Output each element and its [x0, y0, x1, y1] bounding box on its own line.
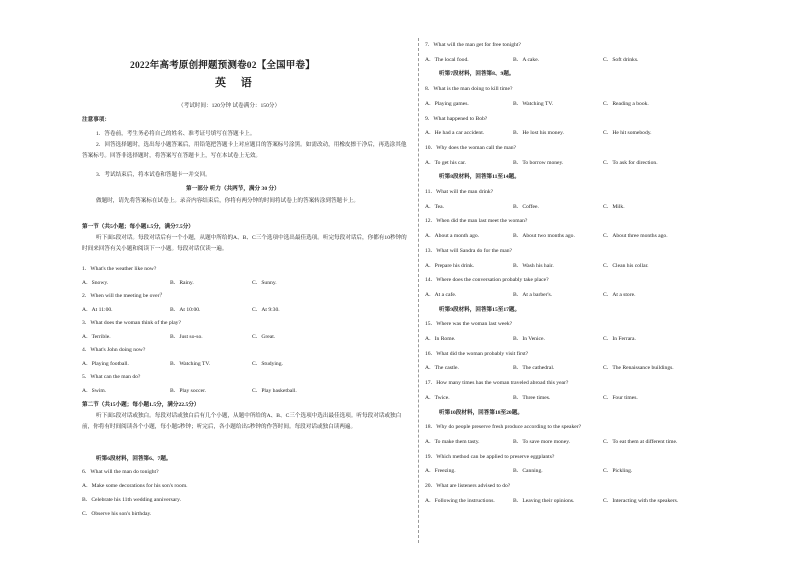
option-b: B．Wash his hair. — [513, 262, 554, 269]
notice-item: 3．考试结束后，将本试卷和答题卡一并交回。 — [96, 172, 211, 178]
option-b: B．Coffee. — [513, 203, 539, 210]
notice-item: 2．回答选择题时，选出每小题答案后，用铅笔把答题卡上对应题目的答案标号涂黑。如需改动，用橡皮擦干净后，再选涂其他答案标号。回答非选择题时，将答案写在答题卡上，写在本试卷上无效。 — [82, 142, 407, 159]
option-a: A．At a cafe. — [425, 291, 457, 298]
option-a: A．He had a car accident. — [425, 130, 485, 137]
question-stem: 16．What did the woman probably visit first? — [425, 350, 529, 357]
question-stem: 14．Where does the conversation probably take place? — [425, 277, 549, 284]
option-b: B．Watching TV. — [513, 100, 554, 107]
option-c: C．At 9:30. — [252, 307, 280, 313]
option-c: C．Clean his collar. — [603, 262, 649, 269]
option-a: A．About a month ago. — [425, 233, 480, 240]
question-stem: 1．What's the weather like now? — [82, 266, 157, 272]
option-a: A．Prepare his drink. — [425, 262, 475, 269]
option-c: C．Great. — [252, 334, 276, 340]
option-b: B．About two months ago. — [513, 233, 575, 240]
column-divider — [418, 38, 419, 543]
option-c: C．Four times. — [603, 394, 638, 401]
option-b: B．A cake. — [513, 56, 540, 63]
option-b: B．He lost his money. — [513, 130, 564, 137]
section1-intro: 听下面5段对话。每段对话后有一个小题，从题中所给的A、B、C三个选项中选出最佳选项。听完每段对话后，你都有10秒钟的时间来回答有关小题和阅读下一小题。每段对话仅读一遍。 — [82, 235, 407, 252]
option-c: C．Sunny. — [252, 280, 277, 286]
question-stem: 2．When will the meeting be over？ — [82, 293, 166, 299]
option-c: C．About three months ago. — [603, 233, 668, 240]
question-stem: 20．What are listeners advised to do? — [425, 483, 511, 489]
option-a: A．Tea. — [425, 203, 445, 210]
option-c: C．To eat them at different time. — [603, 438, 678, 445]
option-c: C．Interacting with the speakers. — [603, 497, 679, 504]
part1-heading: 第一部分 听力（共两节，满分 30 分） — [186, 186, 280, 192]
option-c: C．Observe his son's birthday. — [82, 511, 152, 517]
option-b: B．To save more money. — [513, 438, 571, 445]
listen-instruction: 听第7段材料，回答第8、9题。 — [439, 71, 515, 78]
option-b: B．The cathedral. — [513, 365, 555, 372]
option-a: A．To get his car. — [425, 159, 466, 166]
question-stem: 12．When did the man last meet the woman? — [425, 218, 528, 225]
option-c: C．At a store. — [603, 291, 636, 298]
option-c: C．Studying. — [252, 361, 283, 367]
option-b: B．In Venice. — [513, 336, 545, 342]
section2-heading: 第二节（共15小题；每小题1.5分，满分22.5分） — [82, 402, 200, 408]
option-a: A．Freezing. — [425, 468, 456, 475]
question-stem: 9．What happened to Bob? — [425, 115, 488, 122]
question-stem: 8．What is the man doing to kill time? — [425, 86, 513, 93]
question-stem: 7．What will the man get for free tonight? — [425, 42, 521, 48]
question-stem: 13．What will Sandra do for the man? — [425, 247, 512, 254]
option-b: B．Leaving their opinions. — [513, 497, 575, 504]
option-c: C．Reading a book. — [603, 100, 649, 107]
question-stem: 15．Where was the woman last week? — [425, 321, 513, 328]
option-b: B．At 10:00. — [170, 307, 201, 313]
option-b: B．Watching TV. — [170, 361, 211, 367]
section2-intro: 听下面5段对话或独白。每段对话或独白后有几个小题，从题中所给的A、B、C三个选项中选出最佳选项。听每段对话或独白前，你将有时间阅读各个小题，每小题5秒钟；听完后，各小题给出5秒钟的作答时间。每段对话或独白读两遍。 — [82, 413, 402, 430]
section1-heading: 第一节（共5小题；每小题1.5分，满分7.5分） — [82, 224, 194, 230]
listen-instruction: 听第6段材料，回答第6、7题。 — [96, 456, 172, 462]
part1-intro: 做题时，请先将答案标在试卷上。录音内容结束后，你将有两分钟的时间将试卷上的答案转涂到答题卡上。 — [96, 198, 359, 204]
option-a: A．Swim. — [82, 388, 107, 394]
listen-instruction: 听第8段材料，回答第11至14题。 — [439, 174, 520, 181]
option-c: C．Soft drinks. — [603, 56, 639, 63]
option-a: A．Snowy. — [82, 280, 109, 286]
option-c: C．Milk. — [603, 203, 625, 210]
option-b: B．Just so-so. — [170, 334, 203, 340]
option-c: C．The Renaissance buildings. — [603, 365, 674, 372]
option-a: A．To make them tasty. — [425, 438, 480, 445]
option-b: B．To borrow money. — [513, 159, 564, 166]
question-stem: 19．Which method can be applied to preserve eggplants? — [425, 453, 555, 460]
option-b: B．Celebrate his 11th wedding anniversary. — [82, 497, 182, 503]
option-b: B．Play soccer. — [170, 388, 207, 394]
option-c: C．He hit somebody. — [603, 130, 652, 137]
question-stem: 4．What's John doing now? — [82, 347, 146, 353]
option-a: A．Playing football. — [82, 361, 129, 367]
question-stem: 18．Why do people preserve fresh produce according to the speaker? — [425, 424, 582, 431]
exam-title: 2022年高考原创押题预测卷02【全国甲卷】 — [130, 61, 315, 71]
notice-item: 1．答卷前，考生务必将自己的姓名、准考证号填写在答题卡上。 — [96, 131, 256, 137]
exam-info: （考试时间：120分钟 试卷满分：150分） — [178, 103, 281, 109]
option-a: A．In Rome. — [425, 336, 456, 342]
question-stem: 10．Why does the woman call the man? — [425, 144, 517, 151]
question-stem: 5．What can the man do? — [82, 374, 141, 380]
listen-instruction: 听第10段材料，回答第18至20题。 — [439, 409, 523, 416]
question-stem: 3．What does the woman think of the play? — [82, 320, 181, 326]
option-b: B．At a barber's. — [513, 291, 553, 298]
option-a: A．Make some decorations for his son's room. — [82, 483, 188, 489]
subject-title: 英 语 — [215, 77, 258, 89]
listen-instruction: 听第9段材料，回答第15至17题。 — [439, 306, 521, 313]
option-a: A．The castle. — [425, 365, 459, 372]
option-b: B．Three times. — [513, 394, 551, 401]
option-b: B．Rainy. — [170, 280, 194, 286]
option-c: C．Pickling. — [603, 468, 633, 475]
option-a: A．Terrible. — [82, 334, 111, 340]
option-b: B．Canning. — [513, 468, 543, 475]
option-a: A．The local food. — [425, 56, 469, 63]
option-a: A．Following the instructions. — [425, 497, 495, 504]
question-stem: 6．What will the man do tonight? — [82, 469, 159, 475]
option-a: A．Playing games. — [425, 100, 469, 107]
right-column — [425, 0, 725, 562]
question-stem: 11．What will the man drink? — [425, 189, 494, 195]
notice-heading: 注意事项： — [82, 117, 110, 123]
option-c: C．To ask for direction. — [603, 159, 658, 166]
question-stem: 17．How many times has the woman traveled abroad this year? — [425, 380, 569, 387]
option-c: C．Play basketball. — [252, 388, 297, 394]
left-column — [82, 0, 412, 562]
option-a: A．At 11:00. — [82, 307, 113, 313]
option-c: C．In Ferrara. — [603, 336, 636, 342]
option-a: A．Twice. — [425, 394, 450, 401]
